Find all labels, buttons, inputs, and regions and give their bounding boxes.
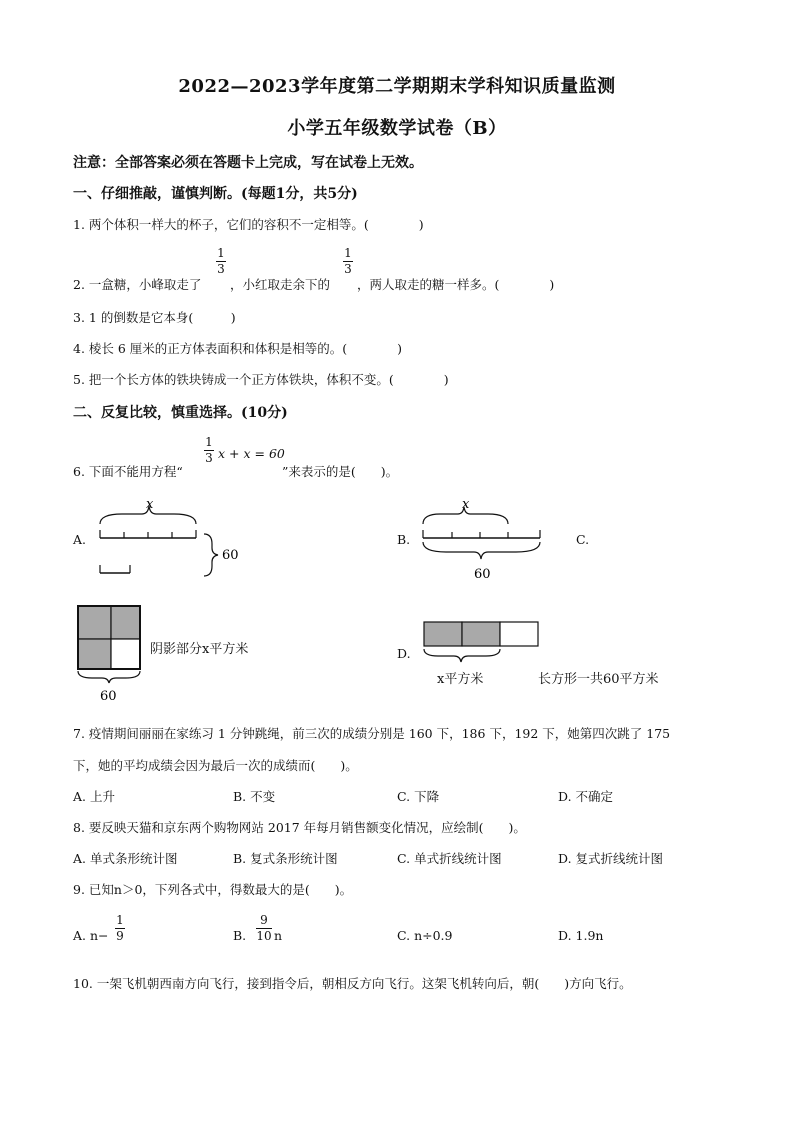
- q9-option-a-fraction: 1 9: [116, 913, 124, 943]
- q9-option-c: C. n÷0.9: [397, 928, 453, 943]
- question-7-line1: 7. 疫情期间丽丽在家练习 1 分钟跳绳，前三次的成绩分别是 160 下，186 下，192 下，她第四次跳了 175: [73, 726, 671, 741]
- diagram-d: [420, 618, 544, 666]
- fraction-one-third: 1 3: [217, 246, 225, 276]
- diagram-b-60: 60: [474, 567, 491, 582]
- q9-option-b-fraction: 9 10: [256, 913, 272, 943]
- question-2-part-a: 2. 一盒糖，小峰取走了: [73, 277, 202, 292]
- diagram-b: [416, 494, 556, 586]
- diagram-d-x-label: x平方米: [437, 672, 484, 687]
- question-3: 3. 1 的倒数是它本身( ): [73, 310, 236, 325]
- section2-heading: 二、反复比较，慎重选择。(10分): [73, 405, 288, 421]
- option-b-label: B.: [397, 532, 411, 547]
- question-1: 1. 两个体积一样大的杯子，它们的容积不一定相等。( ): [73, 217, 424, 232]
- diagram-a: [92, 494, 252, 584]
- question-9: 9. 已知n＞0，下列各式中，得数最大的是( )。: [73, 882, 353, 897]
- question-6-part-b: ”来表示的是( )。: [282, 464, 399, 479]
- option-c-label: C.: [576, 532, 590, 547]
- q9-option-a-prefix: A. n−: [73, 928, 109, 943]
- question-10: 10. 一架飞机朝西南方向飞行，接到指令后，朝相反方向飞行。这架飞机转向后，朝( )方向飞行。: [73, 976, 632, 991]
- diagram-a-x: x: [146, 497, 154, 512]
- q7-option-c: C. 下降: [397, 789, 440, 804]
- section1-heading: 一、仔细推敲，谨慎判断。(每题1分，共5分): [73, 186, 358, 202]
- diagram-c-60: 60: [100, 689, 117, 704]
- q8-option-c: C. 单式折线统计图: [397, 851, 502, 866]
- q9-option-b-prefix: B.: [233, 928, 247, 943]
- question-2-part-c: ，两人取走的糖一样多。( ): [357, 277, 555, 292]
- fraction-one-third-2: 1 3: [344, 246, 352, 276]
- diagram-d-total-label: 长方形一共60平方米: [538, 672, 659, 687]
- q9-option-b-suffix: n: [274, 928, 283, 943]
- q8-option-a: A. 单式条形统计图: [73, 851, 178, 866]
- diagram-a-60: 60: [222, 548, 239, 563]
- question-2-part-b: ，小红取走余下的: [230, 277, 331, 292]
- question-5: 5. 把一个长方体的铁块铸成一个正方体铁块，体积不变。( ): [73, 372, 449, 387]
- q7-option-d: D. 不确定: [558, 789, 614, 804]
- question-4: 4. 棱长 6 厘米的正方体表面积和体积是相等的。( ): [73, 341, 403, 356]
- equation-tail: x + x = 60: [218, 446, 285, 461]
- diagram-b-x: x: [462, 497, 470, 512]
- question-6-part-a: 6. 下面不能用方程“: [73, 464, 183, 479]
- question-7-line2: 下，她的平均成绩会因为最后一次的成绩而( )。: [73, 758, 358, 773]
- q7-option-a: A. 上升: [73, 789, 115, 804]
- notice: 注意：全部答案必须在答题卡上完成，写在试卷上无效。: [73, 155, 423, 171]
- question-8: 8. 要反映天猫和京东两个购物网站 2017 年每月销售额变化情况，应绘制( )。: [73, 820, 526, 835]
- option-d-label: D.: [397, 646, 411, 661]
- q7-option-b: B. 不变: [233, 789, 276, 804]
- exam-subtitle: 小学五年级数学试卷（B）: [287, 118, 507, 139]
- equation-fraction: 1 3: [205, 435, 213, 465]
- q9-option-d: D. 1.9n: [558, 928, 604, 943]
- q8-option-d: D. 复式折线统计图: [558, 851, 664, 866]
- diagram-c-shaded-label: 阴影部分x平方米: [150, 642, 249, 657]
- exam-title: 2022—2023学年度第二学期期末学科知识质量监测: [178, 76, 616, 97]
- option-a-label: A.: [73, 532, 87, 547]
- q8-option-b: B. 复式条形统计图: [233, 851, 338, 866]
